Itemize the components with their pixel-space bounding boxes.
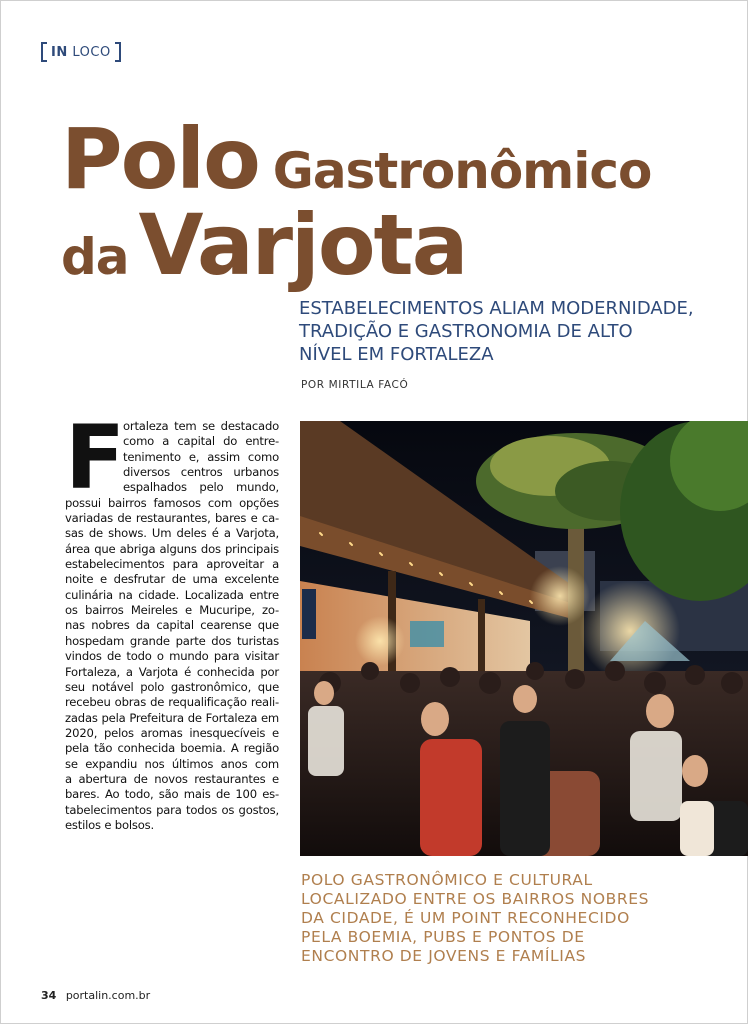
- body-line: 2020, pelos aromas inesquecíveis e: [65, 725, 279, 740]
- byline: POR MIRTILA FACÓ: [301, 379, 409, 391]
- body-line: seu notável polo gastronômico, que: [65, 679, 279, 694]
- body-line: diversos centros urbanos: [123, 465, 279, 480]
- body-line: tabelecimentos para todos os gostos,: [65, 802, 279, 817]
- body-line: hospedam grande parte dos turistas: [65, 633, 279, 648]
- site-url: portalin.com.br: [65, 989, 151, 1002]
- body-line: se expandiu nos últimos anos com: [65, 756, 279, 771]
- caption-line: LOCALIZADO ENTRE OS BAIRROS NOBRES: [301, 890, 650, 908]
- article-body: [65, 406, 279, 833]
- section-label: IN LOCO: [51, 44, 111, 60]
- body-line: culinária na cidade. Localizada entre: [65, 587, 279, 602]
- body-line: os bairros Meireles e Mucuripe, zo-: [65, 603, 279, 618]
- body-line: área que abriga alguns dos principais: [65, 541, 279, 556]
- drop-cap: F: [65, 406, 126, 509]
- body-line: estabelecimentos para aproveitar a: [65, 557, 279, 572]
- body-line: a abertura de novos restaurantes e: [65, 771, 279, 786]
- caption-line: PELA BOEMIA, PUBS E PONTOS DE: [301, 928, 585, 946]
- caption-line: POLO GASTRONÔMICO E CULTURAL: [301, 871, 593, 889]
- title-word-gastronomico: Gastronômico: [272, 142, 652, 200]
- section-tag: [41, 41, 121, 63]
- body-line: nas nobres da capital cearense que: [65, 618, 279, 633]
- subtitle-line: TRADIÇÃO E GASTRONOMIA DE ALTO: [299, 321, 633, 342]
- body-line: zadas pela Prefeitura de Fortaleza em: [65, 710, 279, 725]
- article-photo: [300, 421, 748, 856]
- body-line: noite e desfrutar de uma excelente: [65, 572, 279, 587]
- subtitle-line: ESTABELECIMENTOS ALIAM MODERNIDADE,: [299, 298, 694, 319]
- article-title: [61, 110, 741, 294]
- crowd-night-photo: [300, 421, 748, 856]
- body-line: bares. Ao todo, são mais de 100 es-: [65, 787, 279, 802]
- body-line: vindos de todo o mundo para visitar: [65, 649, 279, 664]
- page-number: 34: [41, 989, 57, 1002]
- body-line: sas de shows. Um deles é a Varjota,: [65, 526, 279, 541]
- title-word-polo: Polo: [61, 110, 259, 208]
- title-word-varjota: Varjota: [138, 196, 467, 294]
- page-footer: [41, 989, 150, 1002]
- body-line: possui bairros famosos com opções: [65, 495, 279, 510]
- body-line: espalhados pelo mundo,: [123, 480, 279, 495]
- body-line: pela tão conhecida boemia. A região: [65, 741, 279, 756]
- article-subtitle: [299, 297, 719, 366]
- body-line: ortaleza tem se destacado: [123, 419, 279, 433]
- body-line: estilos e bolsos.: [65, 817, 154, 832]
- title-word-da: da: [61, 228, 129, 286]
- photo-caption: [301, 871, 721, 966]
- body-line: Fortaleza, a Varjota é conhecida por: [65, 664, 279, 679]
- subtitle-line: NÍVEL EM FORTALEZA: [299, 344, 494, 365]
- caption-line: DA CIDADE, É UM POINT RECONHECIDO: [301, 909, 630, 927]
- body-line: variadas de restaurantes, bares e ca-: [65, 511, 279, 526]
- body-line: recebeu obras de requalificação reali-: [65, 695, 279, 710]
- body-line: como a capital do entre-: [123, 434, 279, 449]
- body-line: tenimento e, assim como: [123, 449, 279, 464]
- caption-line: ENCONTRO DE JOVENS E FAMÍLIAS: [301, 947, 587, 965]
- bracket-right-icon: [115, 42, 121, 62]
